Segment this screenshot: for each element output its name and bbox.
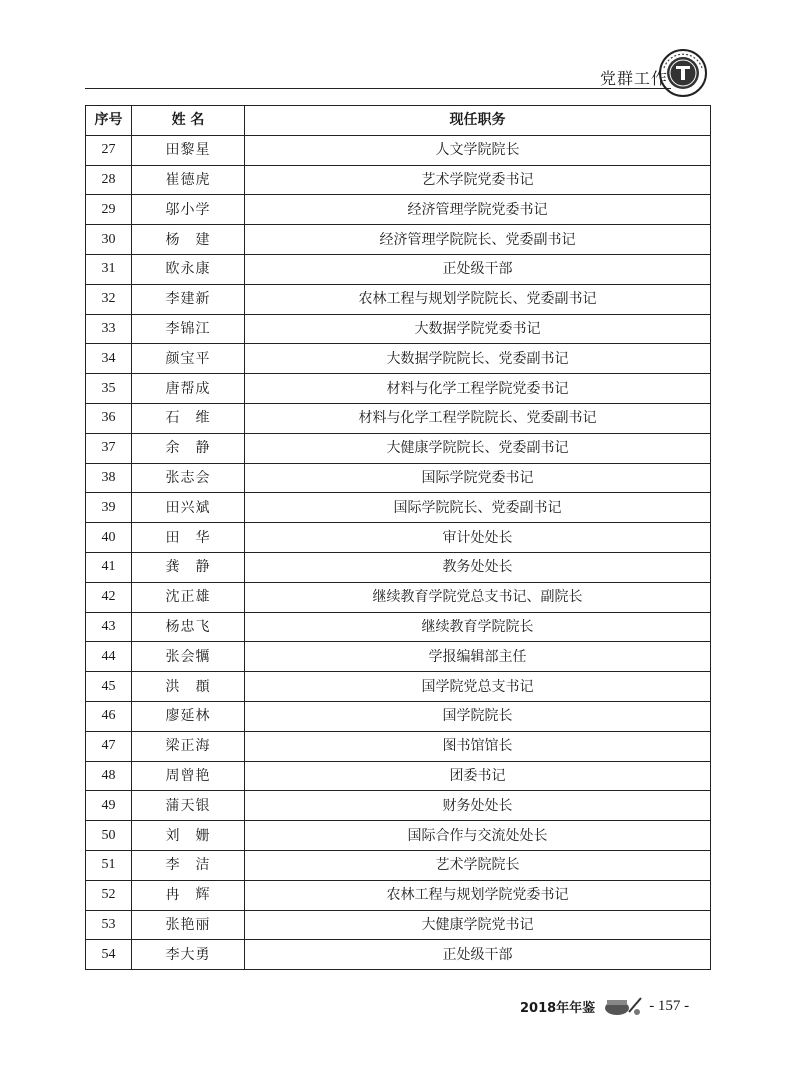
roster-body [86,135,711,969]
header-divider [85,88,671,89]
person-name: 余 静 [132,433,245,463]
person-name: 欧永康 [132,254,245,284]
person-name: 石 维 [132,403,245,433]
table-row [86,254,711,284]
section-title: 党群工作 [600,69,669,88]
person-name: 龚 静 [132,552,245,582]
job-position: 国际合作与交流处处长 [245,821,711,851]
job-position: 图书馆馆长 [245,731,711,761]
person-name: 周曾艳 [132,761,245,791]
table-row [86,612,711,642]
job-position: 继续教育学院院长 [245,612,711,642]
job-position: 艺术学院院长 [245,850,711,880]
job-position: 经济管理学院院长、党委副书记 [245,225,711,255]
header-position: 现任职务 [245,106,711,136]
table-row [86,940,711,970]
person-name: 刘 姗 [132,821,245,851]
row-number: 33 [86,314,132,344]
job-position: 审计处处长 [245,523,711,553]
row-number: 44 [86,642,132,672]
job-position: 材料与化学工程学院院长、党委副书记 [245,403,711,433]
row-number: 38 [86,463,132,493]
page-number: - 157 - [649,997,690,1014]
person-name: 田 华 [132,523,245,553]
job-position: 大数据学院院长、党委副书记 [245,344,711,374]
table-row [86,493,711,523]
job-position: 正处级干部 [245,254,711,284]
table-row [86,403,711,433]
row-number: 48 [86,761,132,791]
row-number: 41 [86,552,132,582]
job-position: 学报编辑部主任 [245,642,711,672]
row-number: 35 [86,374,132,404]
row-number: 46 [86,701,132,731]
person-name: 李锦江 [132,314,245,344]
table-row [86,672,711,702]
table-row [86,225,711,255]
row-number: 47 [86,731,132,761]
job-position: 继续教育学院党总支书记、副院长 [245,582,711,612]
row-number: 28 [86,165,132,195]
job-position: 大健康学院党书记 [245,910,711,940]
row-number: 34 [86,344,132,374]
table-row [86,314,711,344]
job-position: 国际学院院长、党委副书记 [245,493,711,523]
table-row [86,463,711,493]
row-number: 30 [86,225,132,255]
header-no: 序号 [86,106,132,136]
person-name: 李 洁 [132,850,245,880]
row-number: 51 [86,850,132,880]
table-row [86,344,711,374]
row-number: 43 [86,612,132,642]
person-name: 颜宝平 [132,344,245,374]
table-row [86,165,711,195]
row-number: 36 [86,403,132,433]
table-header-row [86,106,711,136]
row-number: 31 [86,254,132,284]
row-number: 50 [86,821,132,851]
table-row [86,582,711,612]
person-name: 田兴斌 [132,493,245,523]
person-name: 李大勇 [132,940,245,970]
table-row [86,701,711,731]
table-row [86,523,711,553]
table-row [86,642,711,672]
person-name: 邬小学 [132,195,245,225]
yearbook-ornament-icon [601,994,643,1018]
table-row [86,552,711,582]
job-position: 国学院党总支书记 [245,672,711,702]
row-number: 49 [86,791,132,821]
roster-table [85,105,711,970]
table-row [86,821,711,851]
person-name: 张会犡 [132,642,245,672]
person-name: 张志会 [132,463,245,493]
person-name: 廖延林 [132,701,245,731]
table-row [86,761,711,791]
row-number: 54 [86,940,132,970]
row-number: 37 [86,433,132,463]
table-row [86,374,711,404]
table-row [86,433,711,463]
row-number: 32 [86,284,132,314]
job-position: 农林工程与规划学院院长、党委副书记 [245,284,711,314]
person-name: 蒲天银 [132,791,245,821]
page-footer [520,994,689,1018]
job-position: 团委书记 [245,761,711,791]
job-position: 大健康学院院长、党委副书记 [245,433,711,463]
row-number: 45 [86,672,132,702]
table-row [86,135,711,165]
person-name: 杨忠飞 [132,612,245,642]
header-name: 姓 名 [132,106,245,136]
job-position: 财务处处长 [245,791,711,821]
table-row [86,880,711,910]
person-name: 梁正海 [132,731,245,761]
person-name: 杨 建 [132,225,245,255]
row-number: 53 [86,910,132,940]
person-name: 李建新 [132,284,245,314]
job-position: 国际学院党委书记 [245,463,711,493]
job-position: 材料与化学工程学院党委书记 [245,374,711,404]
table-row [86,731,711,761]
job-position: 艺术学院党委书记 [245,165,711,195]
row-number: 40 [86,523,132,553]
job-position: 国学院院长 [245,701,711,731]
row-number: 39 [86,493,132,523]
job-position: 大数据学院党委书记 [245,314,711,344]
row-number: 29 [86,195,132,225]
row-number: 52 [86,880,132,910]
person-name: 唐帮成 [132,374,245,404]
person-name: 冉 辉 [132,880,245,910]
person-name: 张艳丽 [132,910,245,940]
job-position: 教务处处长 [245,552,711,582]
person-name: 田黎星 [132,135,245,165]
person-name: 沈正雄 [132,582,245,612]
job-position: 农林工程与规划学院党委书记 [245,880,711,910]
person-name: 洪 頵 [132,672,245,702]
table-row [86,910,711,940]
person-name: 崔德虎 [132,165,245,195]
table-row [86,284,711,314]
table-row [86,850,711,880]
table-row [86,195,711,225]
row-number: 42 [86,582,132,612]
table-row [86,791,711,821]
row-number: 27 [86,135,132,165]
job-position: 正处级干部 [245,940,711,970]
yearbook-brand: 2018年年鉴 [520,1000,596,1016]
job-position: 经济管理学院党委书记 [245,195,711,225]
job-position: 人文学院院长 [245,135,711,165]
